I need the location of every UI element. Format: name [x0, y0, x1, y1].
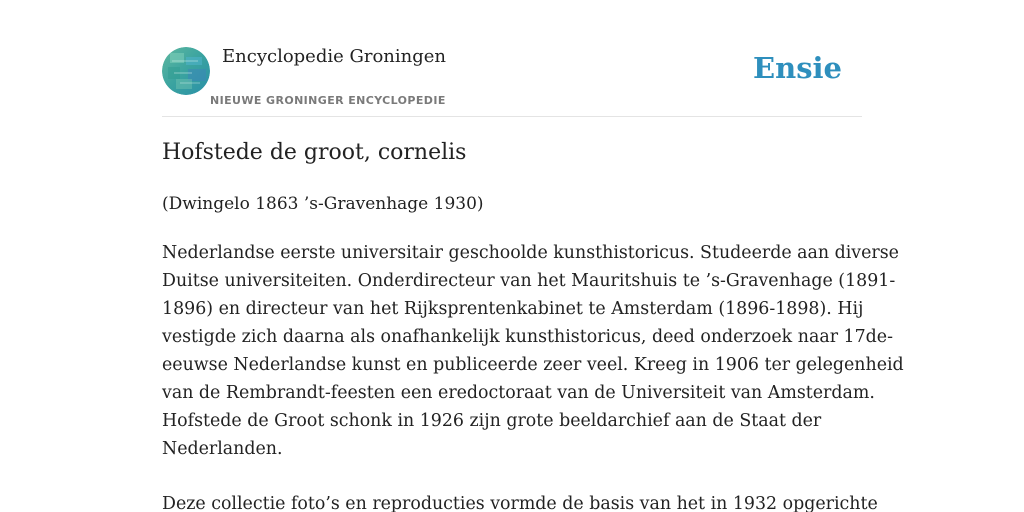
article-paragraph-2: [162, 490, 878, 512]
content-container: [162, 0, 904, 512]
site-header: [162, 0, 862, 117]
article-paragraph-1: [162, 239, 904, 463]
encyclopedia-name[interactable]: Encyclopedie Groningen: [222, 46, 447, 67]
paragraph-line: Deze collectie foto’s en reproducties vormde de basis van het in 1932 opgerichte: [162, 494, 878, 512]
article-lifespan: (Dwingelo 1863 ’s-Gravenhage 1930): [162, 194, 484, 214]
paragraph-line: Nederlandse eerste universitair geschoolde kunsthistoricus. Studeerde aan diverse: [162, 243, 899, 263]
encyclopedia-logo-icon[interactable]: [162, 47, 210, 95]
paragraph-line: 1896) en directeur van het Rijksprentenkabinet te Amsterdam (1896-1898). Hij: [162, 299, 864, 319]
paragraph-line: eeuwse Nederlandse kunst en publiceerde zeer veel. Kreeg in 1906 ter gelegenheid: [162, 355, 904, 375]
paragraph-line: van de Rembrandt-feesten een eredoctoraat van de Universiteit van Amsterdam.: [162, 383, 875, 403]
paragraph-line: vestigde zich daarna als onafhankelijk kunsthistoricus, deed onderzoek naar 17de-: [162, 327, 893, 347]
paragraph-line: Nederlanden.: [162, 439, 283, 459]
article-title: Hofstede de groot, cornelis: [162, 140, 467, 165]
paragraph-line: Hofstede de Groot schonk in 1926 zijn grote beeldarchief aan de Staat der: [162, 411, 822, 431]
paragraph-line: Duitse universiteiten. Onderdirecteur van het Mauritshuis te ’s-Gravenhage (1891-: [162, 271, 896, 291]
ensie-brand-link[interactable]: Ensie: [753, 51, 842, 85]
encyclopedia-subtitle: NIEUWE GRONINGER ENCYCLOPEDIE: [210, 94, 446, 107]
